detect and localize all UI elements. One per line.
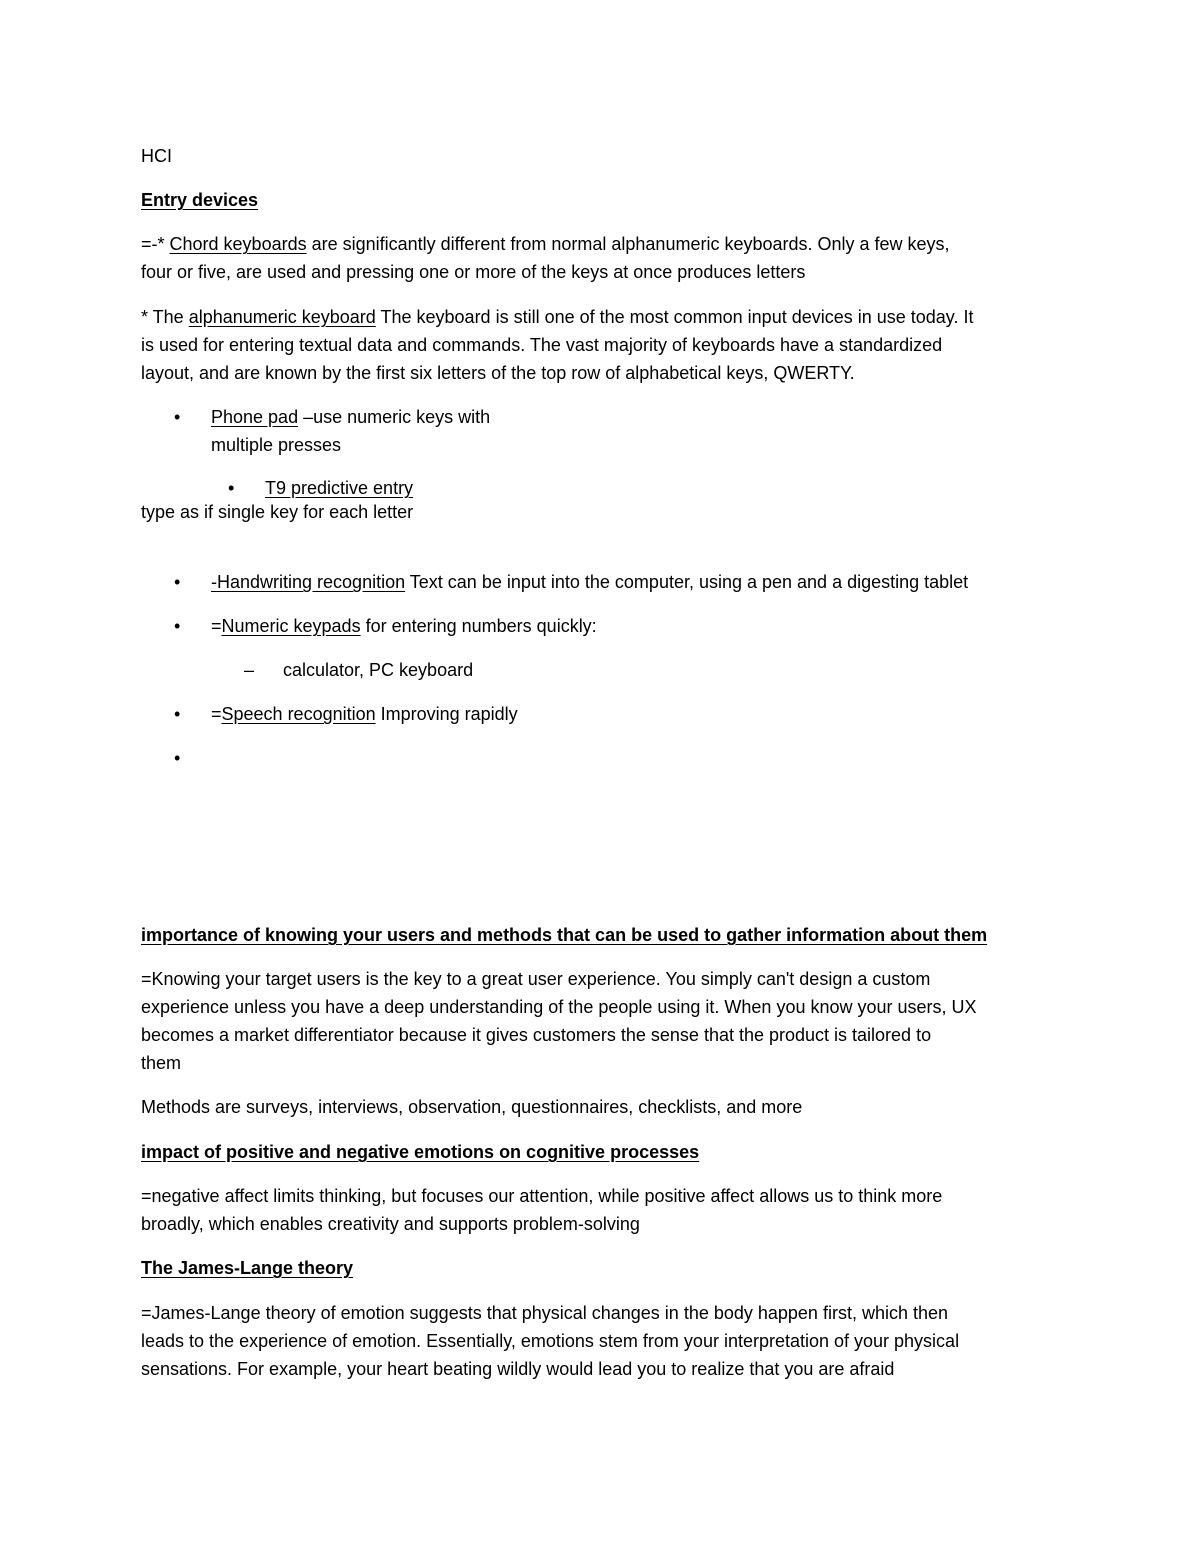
james-paragraph-line: sensations. For example, your heart beating wildly would lead you to realize that you are afraid: [141, 1359, 895, 1379]
numeric-sub-item: calculator, PC keyboard: [283, 660, 474, 680]
emotions-paragraph-line: =negative affect limits thinking, but focuses our attention, while positive affect allows us to think more: [141, 1186, 943, 1206]
phone-pad-line-2: multiple presses: [211, 435, 342, 455]
numeric-text: for entering numbers quickly:: [360, 616, 597, 636]
speech-term: Speech recognition: [221, 704, 376, 724]
handwriting-term: -Handwriting recognition: [211, 572, 406, 592]
bullet-icon: •: [174, 704, 181, 724]
james-paragraph-line: =James-Lange theory of emotion suggests that physical changes in the body happen first, which then: [141, 1303, 948, 1323]
james-paragraph-line: leads to the experience of emotion. Essentially, emotions stem from your interpretation of your physical: [141, 1331, 960, 1351]
dash-icon: –: [244, 660, 255, 680]
section-heading-james-lange: The James-Lange theory: [141, 1258, 354, 1278]
alpha-prefix: * The: [141, 307, 189, 327]
section-heading-users: importance of knowing your users and methods that can be used to gather information about them: [141, 925, 988, 945]
alpha-paragraph-line-1: [141, 303, 973, 331]
t9-term: T9 predictive entry: [265, 478, 414, 498]
alpha-paragraph-line-2: is used for entering textual data and commands. The vast majority of keyboards have a standardized: [141, 335, 943, 355]
chord-paragraph-line-2: four or five, are used and pressing one or more of the keys at once produces letters: [141, 262, 806, 282]
chord-prefix: =-*: [141, 234, 170, 254]
chord-term: Chord keyboards: [169, 234, 307, 254]
bullet-icon: •: [174, 407, 181, 427]
speech-prefix: =: [211, 704, 222, 724]
bullet-icon: •: [228, 478, 235, 498]
bullet-icon: •: [174, 748, 181, 768]
section-heading-entry-devices: Entry devices: [141, 190, 259, 210]
speech-item: [211, 700, 518, 728]
chord-text: are significantly different from normal alphanumeric keyboards. Only a few keys,: [306, 234, 950, 254]
chord-paragraph-line-1: [141, 230, 950, 258]
users-paragraph-line: =Knowing your target users is the key to a great user experience. You simply can't design a custom: [141, 969, 931, 989]
users-paragraph-line: them: [141, 1053, 182, 1073]
methods-paragraph: Methods are surveys, interviews, observation, questionnaires, checklists, and more: [141, 1097, 803, 1117]
phone-pad-term: Phone pad: [211, 407, 299, 427]
numeric-term: Numeric keypads: [221, 616, 361, 636]
users-paragraph-line: experience unless you have a deep understanding of the people using it. When you know your users, UX: [141, 997, 977, 1017]
phone-pad-text: –use numeric keys with: [298, 407, 491, 427]
handwriting-text: Text can be input into the computer, using a pen and a digesting tablet: [405, 572, 969, 592]
phone-pad-item: [211, 403, 490, 431]
speech-text: Improving rapidly: [375, 704, 518, 724]
t9-description: type as if single key for each letter: [141, 502, 414, 522]
document-title: HCI: [141, 146, 172, 166]
handwriting-item: [211, 568, 968, 596]
emotions-paragraph-line: broadly, which enables creativity and supports problem-solving: [141, 1214, 640, 1234]
alpha-term: alphanumeric keyboard: [188, 307, 376, 327]
numeric-keypad-item: [211, 612, 597, 640]
numeric-prefix: =: [211, 616, 222, 636]
alpha-paragraph-line-3: layout, and are known by the first six letters of the top row of alphabetical keys, QWERTY.: [141, 363, 855, 383]
bullet-icon: •: [174, 616, 181, 636]
bullet-icon: •: [174, 572, 181, 592]
section-heading-emotions: impact of positive and negative emotions on cognitive processes: [141, 1142, 700, 1162]
users-paragraph-line: becomes a market differentiator because it gives customers the sense that the product is tailored to: [141, 1025, 932, 1045]
alpha-text: The keyboard is still one of the most common input devices in use today. It: [375, 307, 974, 327]
